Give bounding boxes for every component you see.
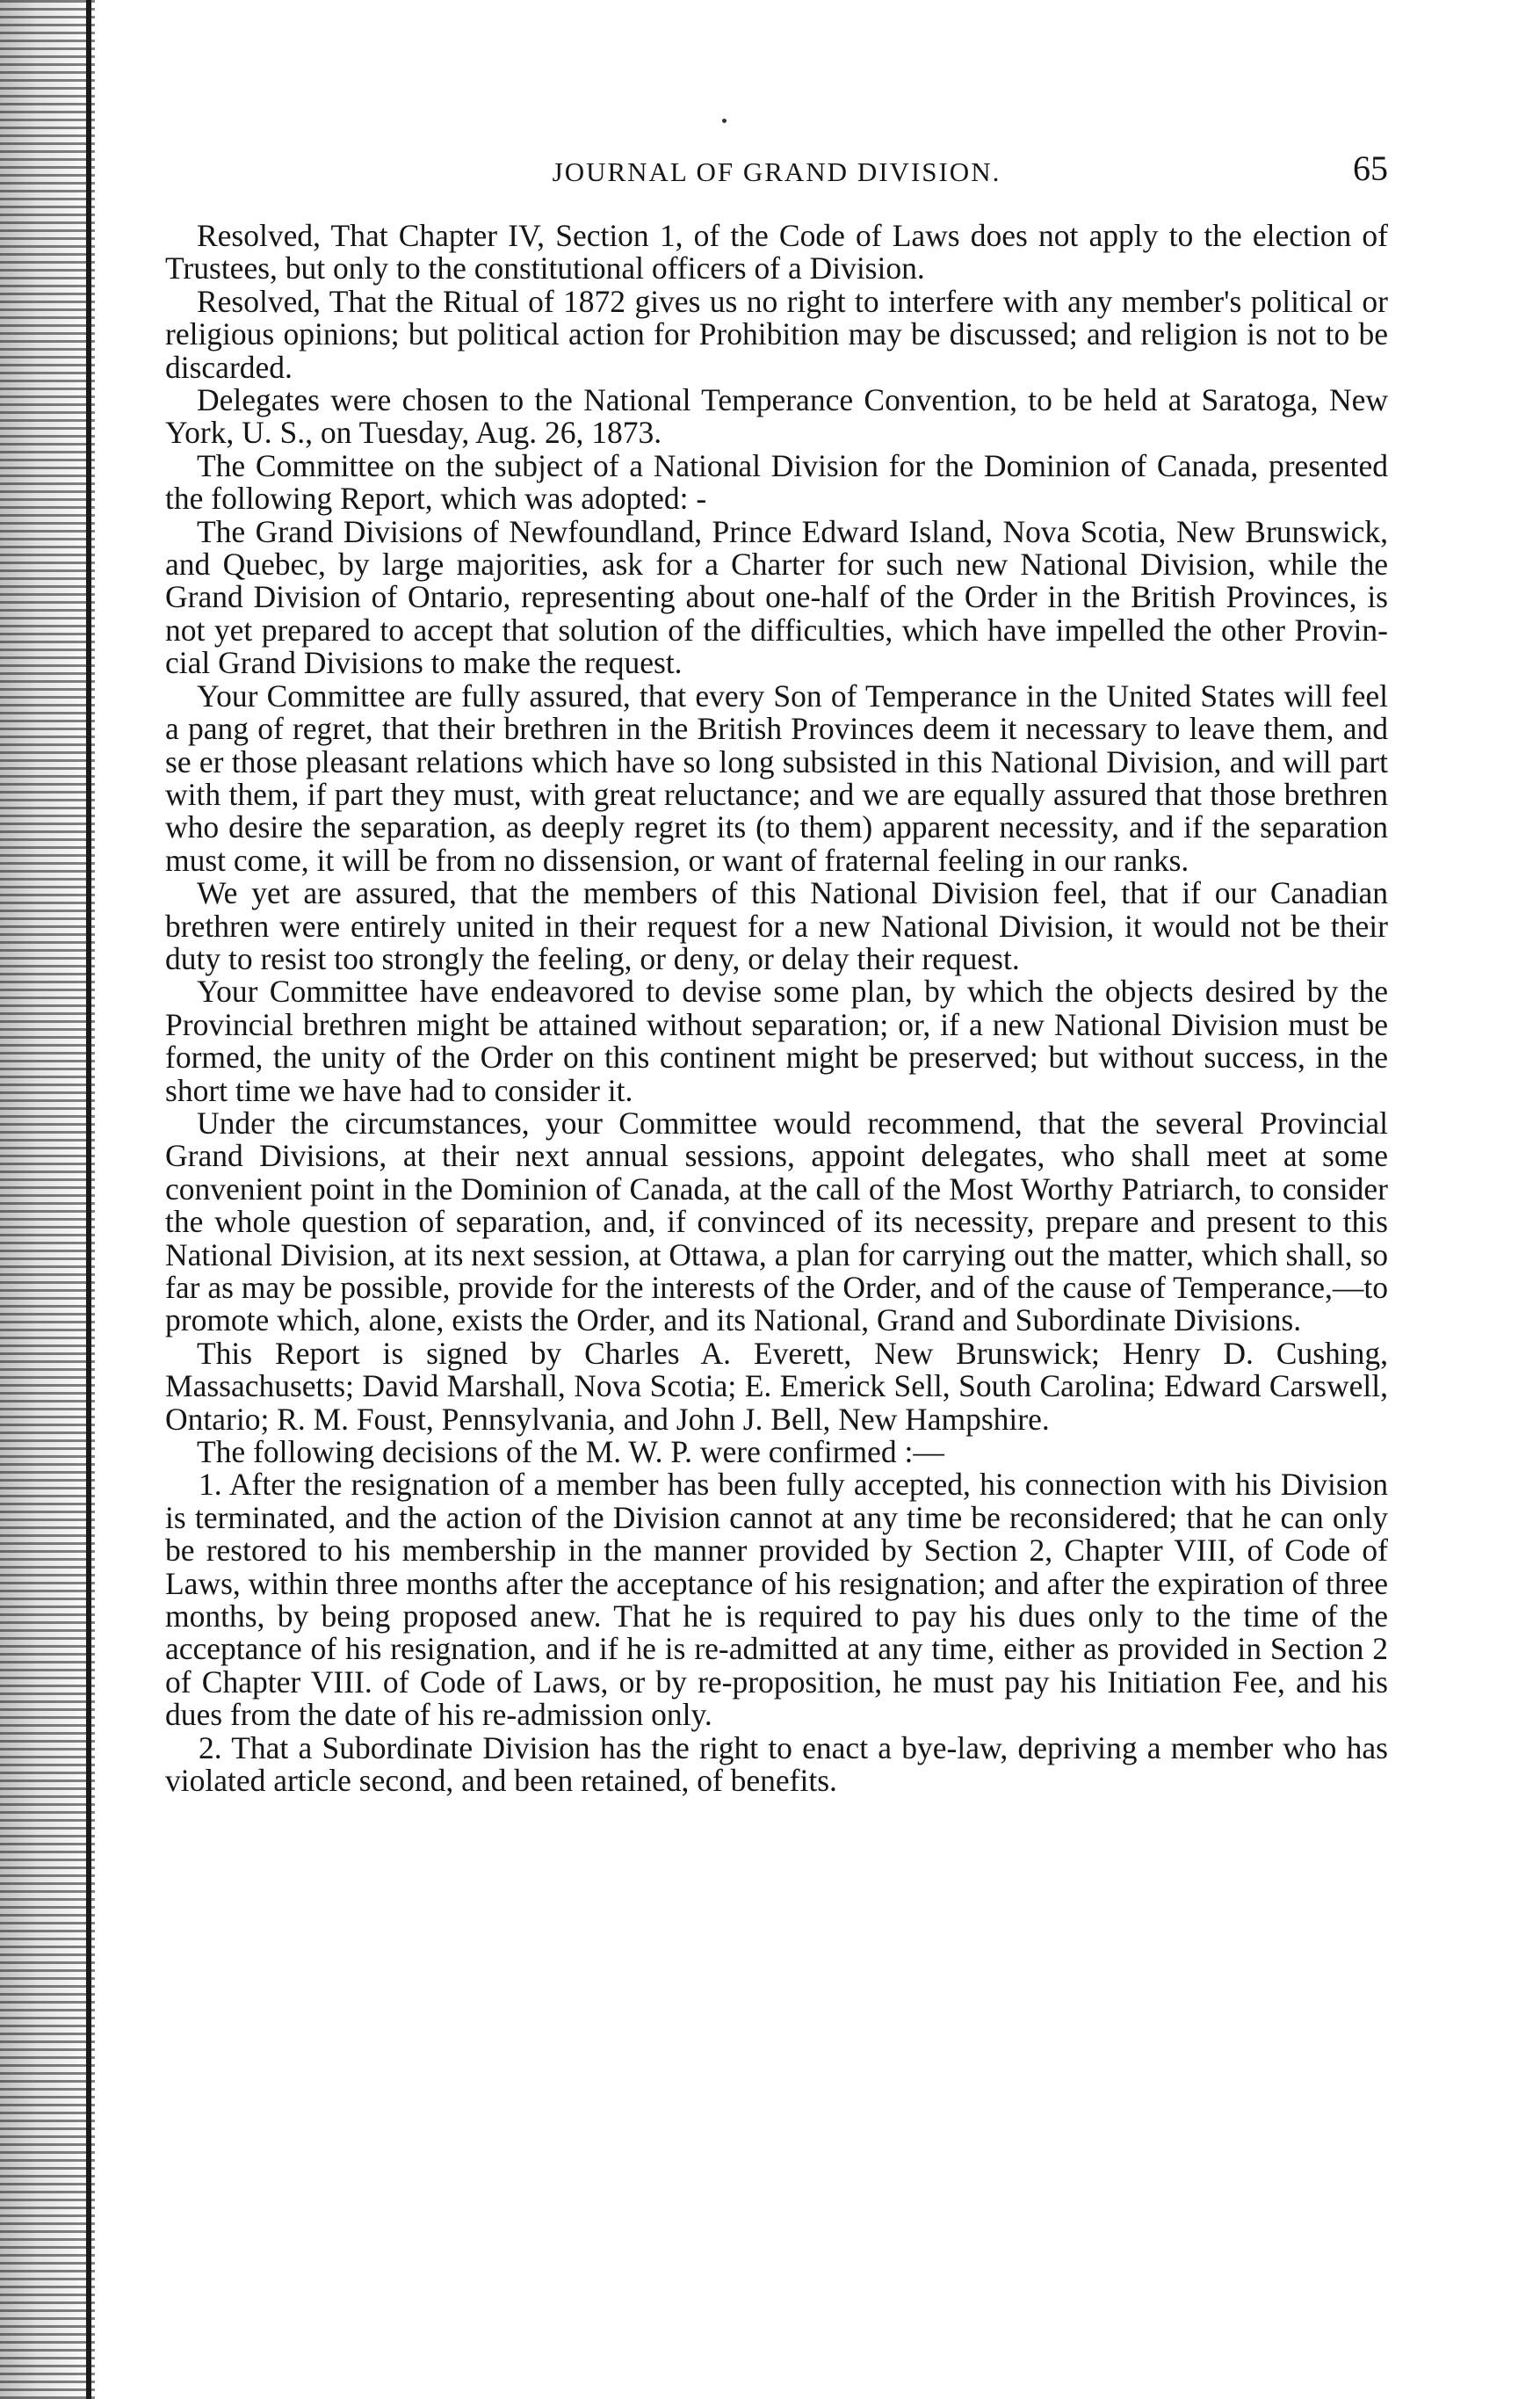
paragraph-recommendation: Under the circumstances, your Committee would recommend, that the several Provincial Grand Divisions, at their next annual sessions, appoint delegates, who shall meet at some convenient point in the Dominion of Canada, at the call of the Most Worthy Patriarch, to consider the whole question of separation, and, if convinced of its necessity, prepare and present to this National Division, at its next session, at Ottawa, a plan for carrying out the matter, which shall, so far as may be possible, provide for the interests of the Order, and of the cause of Temperance,—to promote which, alone, exists the Order, and its National, Grand and Subordinate Divisions. [165, 1105, 1388, 1338]
decision-item: 2. That a Subordinate Division has the right to enact a bye-law, depriving a member who has violated article second, and been retained, of benefits. [165, 1729, 1388, 1799]
document-page [165, 132, 1388, 1798]
paragraph-grand-divisions: The Grand Divisions of Newfoundland, Prince Edward Island, Nova Scotia, New Brunswick, and Quebec, by large majorities, ask for a Charter for such new National Division, while the Grand Division of Ontario, representing about one-half of the Order in the British Provinces, is not yet prepared to accept that solution of the difficulties, which have impelled the other Provincial Grand Divisions to make the request. [165, 513, 1388, 681]
scan-speck [722, 119, 727, 123]
page-binding-line [86, 0, 91, 2399]
page-number: 65 [1353, 149, 1388, 188]
paragraph-decisions-intro: The following decisions of the M. W. P. were confirmed :— [197, 1434, 944, 1470]
paragraph-delegates: Delegates were chosen to the National Temperance Convention, to be held at Saratoga, New York, U. S., on Tuesday, Aug. 26, 1873. [165, 382, 1388, 451]
page-binding-edge [0, 0, 95, 2399]
page-header [165, 132, 1388, 220]
paragraph-we-yet-assured: We yet are assured, that the members of this National Division feel, that if our Canadian brethren were entirely united in their request for a new National Division, it would not be their duty to resist too strongly the feeling, or deny, or delay their request. [165, 875, 1388, 976]
body-text [165, 220, 1388, 1798]
running-title: JOURNAL OF GRAND DIVISION. [552, 156, 1001, 187]
paragraph-resolved-chapter-iv: Resolved, That Chapter IV, Section 1, of the Code of Laws does not apply to the election of Trustees, but only to the constitutional officers of a Division. [165, 218, 1388, 286]
paragraph-resolved-ritual: Resolved, That the Ritual of 1872 gives us no right to interfere with any member's political or religious opinions; but political action for Prohibition may be discussed; and religion is not to be discarded. [165, 283, 1388, 385]
paragraph-committee-report-intro: The Committee on the subject of a National Division for the Dominion of Canada, presented the following Report, which was adopted: - [165, 447, 1388, 517]
paragraph-committee-assured: Your Committee are fully assured, that every Son of Temperance in the United States will feel a pang of regret, that their brethren in the British Provinces deem it necessary to leave them, and se er those pleasant relations which have so long subsisted in this National Division, and will part with them, if part they must, with great reluctance; and we are equally assured that those brethren who desire the separation, as deeply regret its (to them) apparent necessity, and if the separation must come, it will be from no dissension, or want of fraternal feeling in our ranks. [165, 678, 1388, 878]
decision-item: 1. After the resignation of a member has been fully accepted, his connection with his Division is terminated, and the action of the Division cannot at any time be reconsidered; that he can only be restored to his membership in the manner provided by Section 2, Chapter VIII, of Code of Laws, within three months after the acceptance of his resignation; and after the expiration of three months, by being proposed anew. That he is required to pay his dues only to the time of the acceptance of his resignation, and if he is re-admitted at any time, either as provided in Section 2 of Chapter VIII. of Code of Laws, or by re-proposition, he must pay his Initiation Fee, and his dues from the date of his re-admission only. [165, 1467, 1388, 1733]
paragraph-committee-plan: Your Committee have endeavored to devise some plan, by which the objects desired by the Provincial brethren might be attained without separation; or, if a new National Division must be formed, the unity of the Order on this continent might be preserved; but without success, in the short time we have had to consider it. [165, 974, 1388, 1108]
paragraph-signatories: This Report is signed by Charles A. Everett, New Brunswick; Henry D. Cushing, Massachusetts; David Marshall, Nova Scotia; E. Emerick Sell, South Carolina; Edward Carswell, Ontario; R. M. Foust, Pennsylvania, and John J. Bell, New Hampshire. [165, 1335, 1388, 1437]
